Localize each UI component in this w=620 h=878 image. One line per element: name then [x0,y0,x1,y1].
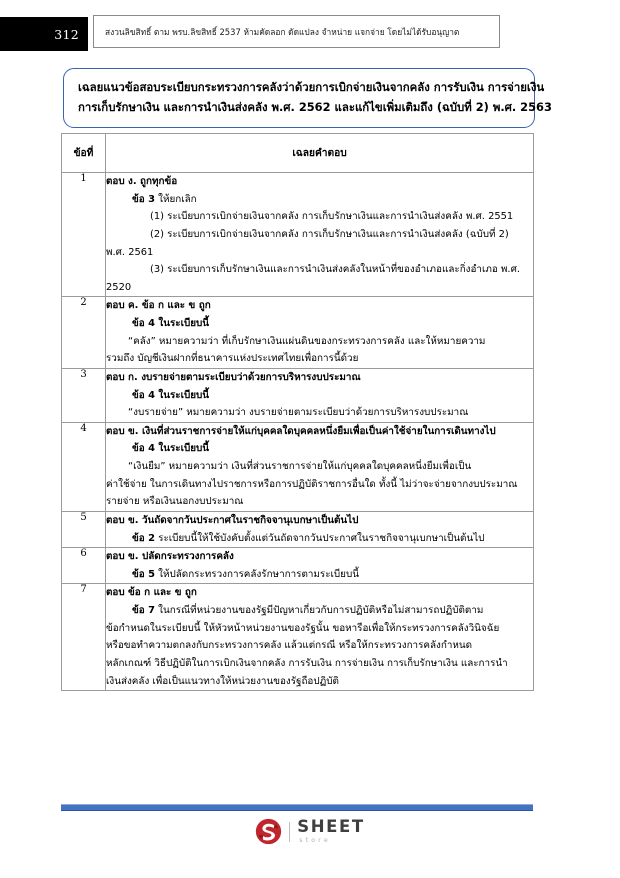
answer-line-lead: ข้อ 3 [132,193,155,205]
row-answer-cell [106,368,534,422]
answer-line: ตอบ ข. วันถัดจากวันประกาศในราชกิจจานุเบกษาเป็นต้นไป [106,514,359,526]
answer-line: 2520 [106,281,132,293]
answer-line: เงินส่งคลัง เพื่อเป็นแนวทางให้หน่วยงานของรัฐถือปฏิบัติ [106,675,339,687]
logo-wordmark [297,819,365,844]
copyright-notice-text: สงวนลิขสิทธิ์ ตาม พรบ.ลิขสิทธิ์ 2537 ห้ามคัดลอก ดัดแปลง จำหน่าย แจกจ่าย โดยไม่ได้รับอนุญาต [105,26,460,37]
answer-line: รายจ่าย หรือเงินนอกงบประมาณ [106,496,244,508]
document-title-line-1: เฉลยแนวข้อสอบระเบียบกระทรวงการคลังว่าด้วยการเบิกจ่ายเงินจากคลัง การรับเงิน การจ่ายเงิน [78,80,545,94]
row-answer-cell [106,511,534,547]
answer-line: ข้อ 7 ในกรณีที่หน่วยงานของรัฐมีปัญหาเกี่ยวกับการปฏิบัติหรือไม่สามารถปฏิบัติตาม [132,605,484,616]
footer-logo [0,818,620,845]
table-row [62,422,534,511]
row-number-cell: 2 [62,297,106,369]
row-number-cell: 4 [62,422,106,511]
table-row [62,368,534,422]
row-number-cell: 6 [62,548,106,584]
row-number-cell: 1 [62,173,106,297]
row-answer-cell [106,584,534,691]
logo-divider [289,822,290,842]
answer-line: ตอบ ค. ข้อ ก และ ข ถูก [106,300,211,312]
answer-line: ข้อ 4 ในระเบียบนี้ [132,443,210,455]
answer-line: ข้อ 4 ในระเบียบนี้ [132,389,210,401]
document-title-line-2: การเก็บรักษาเงิน และการนำเงินส่งคลัง พ.ศ. 2562 และแก้ไขเพิ่มเติมถึง (ฉบับที่ 2) พ.ศ. 2563 [78,99,552,114]
answer-line: ข้อ 5 ให้ปลัดกระทรวงการคลังรักษาการตามระเบียบนี้ [132,568,359,580]
answer-line: (1) ระเบียบการเบิกจ่ายเงินจากคลัง การเก็บรักษาเงินและการนำเงินส่งคลัง พ.ศ. 2551 [150,211,514,223]
answer-line: ตอบ ข. เงินที่ส่วนราชการจ่ายให้แก่บุคคลใดบุคคลหนึ่งยืมเพื่อเป็นค่าใช้จ่ายในการเดินทางไป [106,425,496,437]
table-row [62,584,534,691]
document-title-banner [63,68,552,128]
answer-line-lead: ข้อ 7 [132,605,155,616]
column-header-number: ข้อที่ [62,134,106,173]
logo-subtitle: store [299,836,331,844]
answer-line: “เงินยืม” หมายความว่า เงินที่ส่วนราชการจ่ายให้แก่บุคคลใดบุคคลหนี่งยืมเพื่อเป็น [128,461,472,472]
answer-table-body [62,173,534,691]
logo-name: SHEET [297,817,365,837]
answer-line: ตอบ ข้อ ก และ ข ถูก [106,587,197,599]
answer-line: หรือขอทำความตกลงกับกระทรวงการคลัง แล้วแต่กรณี หรือให้กระทรวงการคลังกำหนด [106,640,473,652]
answer-line: หลักเกณฑ์ วิธีปฏิบัติในการเบิกเงินจากคลัง การรับเงิน การจ่ายเงิน การเก็บรักษาเงิน และการนำ [106,657,508,669]
row-number-cell: 3 [62,368,106,422]
page-number-box [0,17,88,51]
answer-line: ตอบ ก. งบรายจ่ายตามระเบียบว่าด้วยการบริหารงบประมาณ [106,371,361,383]
answer-line: ข้อ 2 ระเบียบนี้ให้ใช้บังคับตั้งแต่วันถัดจากวันประกาศในราชกิจจานุเบกษาเป็นต้นไป [132,532,485,544]
answer-line: (2) ระเบียบการเบิกจ่ายเงินจากคลัง การเก็บรักษาเงินและการนำเงินส่งคลัง (ฉบับที่ 2) [150,228,509,240]
answer-line: ตอบ ข. ปลัดกระทรวงการคลัง [106,551,234,563]
answer-line-lead: ข้อ 5 [132,568,155,580]
answer-line: “งบรายจ่าย” หมายความว่า งบรายจ่ายตามระเบียบว่าด้วยการบริหารงบประมาณ [128,407,469,419]
answer-line: ข้อ 4 ในระเบียบนี้ [132,318,210,329]
table-header-row [62,134,534,173]
footer-rule [61,804,533,811]
answer-line: ข้อ 3 ให้ยกเลิก [132,193,197,205]
row-answer-cell [106,548,534,584]
row-answer-cell [106,173,534,297]
sheet-store-s-logo-icon [255,818,282,845]
table-row [62,173,534,297]
answer-line: พ.ศ. 2561 [106,246,154,258]
answer-line: รวมถึง บัญชีเงินฝากที่ธนาคารแห่งประเทศไทยเพื่อการนี้ด้วย [106,353,359,365]
column-header-answer: เฉลยคำตอบ [106,134,534,173]
table-row [62,511,534,547]
row-answer-cell [106,422,534,511]
copyright-notice-box [93,15,500,48]
answer-line: ตอบ ง. ถูกทุกข้อ [106,176,178,187]
table-row [62,297,534,369]
answer-line-lead: ข้อ 2 [132,532,155,544]
answer-line: “คลัง” หมายความว่า ที่เก็บรักษาเงินแผ่นดินของกระทรวงการคลัง และให้หมายความ [128,335,486,347]
table-row [62,548,534,584]
answer-line: ค่าใช้จ่าย ในการเดินทางไปราชการหรือการปฏิบัติราชการอื่นใด ทั้งนี้ ไม่ว่าจะจ่ายจากงบประมาณ [106,478,518,490]
row-number-cell: 7 [62,584,106,691]
row-number-cell: 5 [62,511,106,547]
page-number: 312 [54,26,79,42]
answer-line: (3) ระเบียบการเก็บรักษาเงินและการนำเงินส่งคลังในหน้าที่ของอำเภอและกิ่งอำเภอ พ.ศ. [150,264,520,276]
answer-key-table [61,133,534,691]
answer-line: ข้อกำหนดในระเบียบนี้ ให้หัวหน้าหน่วยงานของรัฐนั้น ขอหารือเพื่อให้กระทรวงการคลังวินิจฉัย [106,622,500,634]
row-answer-cell [106,297,534,369]
